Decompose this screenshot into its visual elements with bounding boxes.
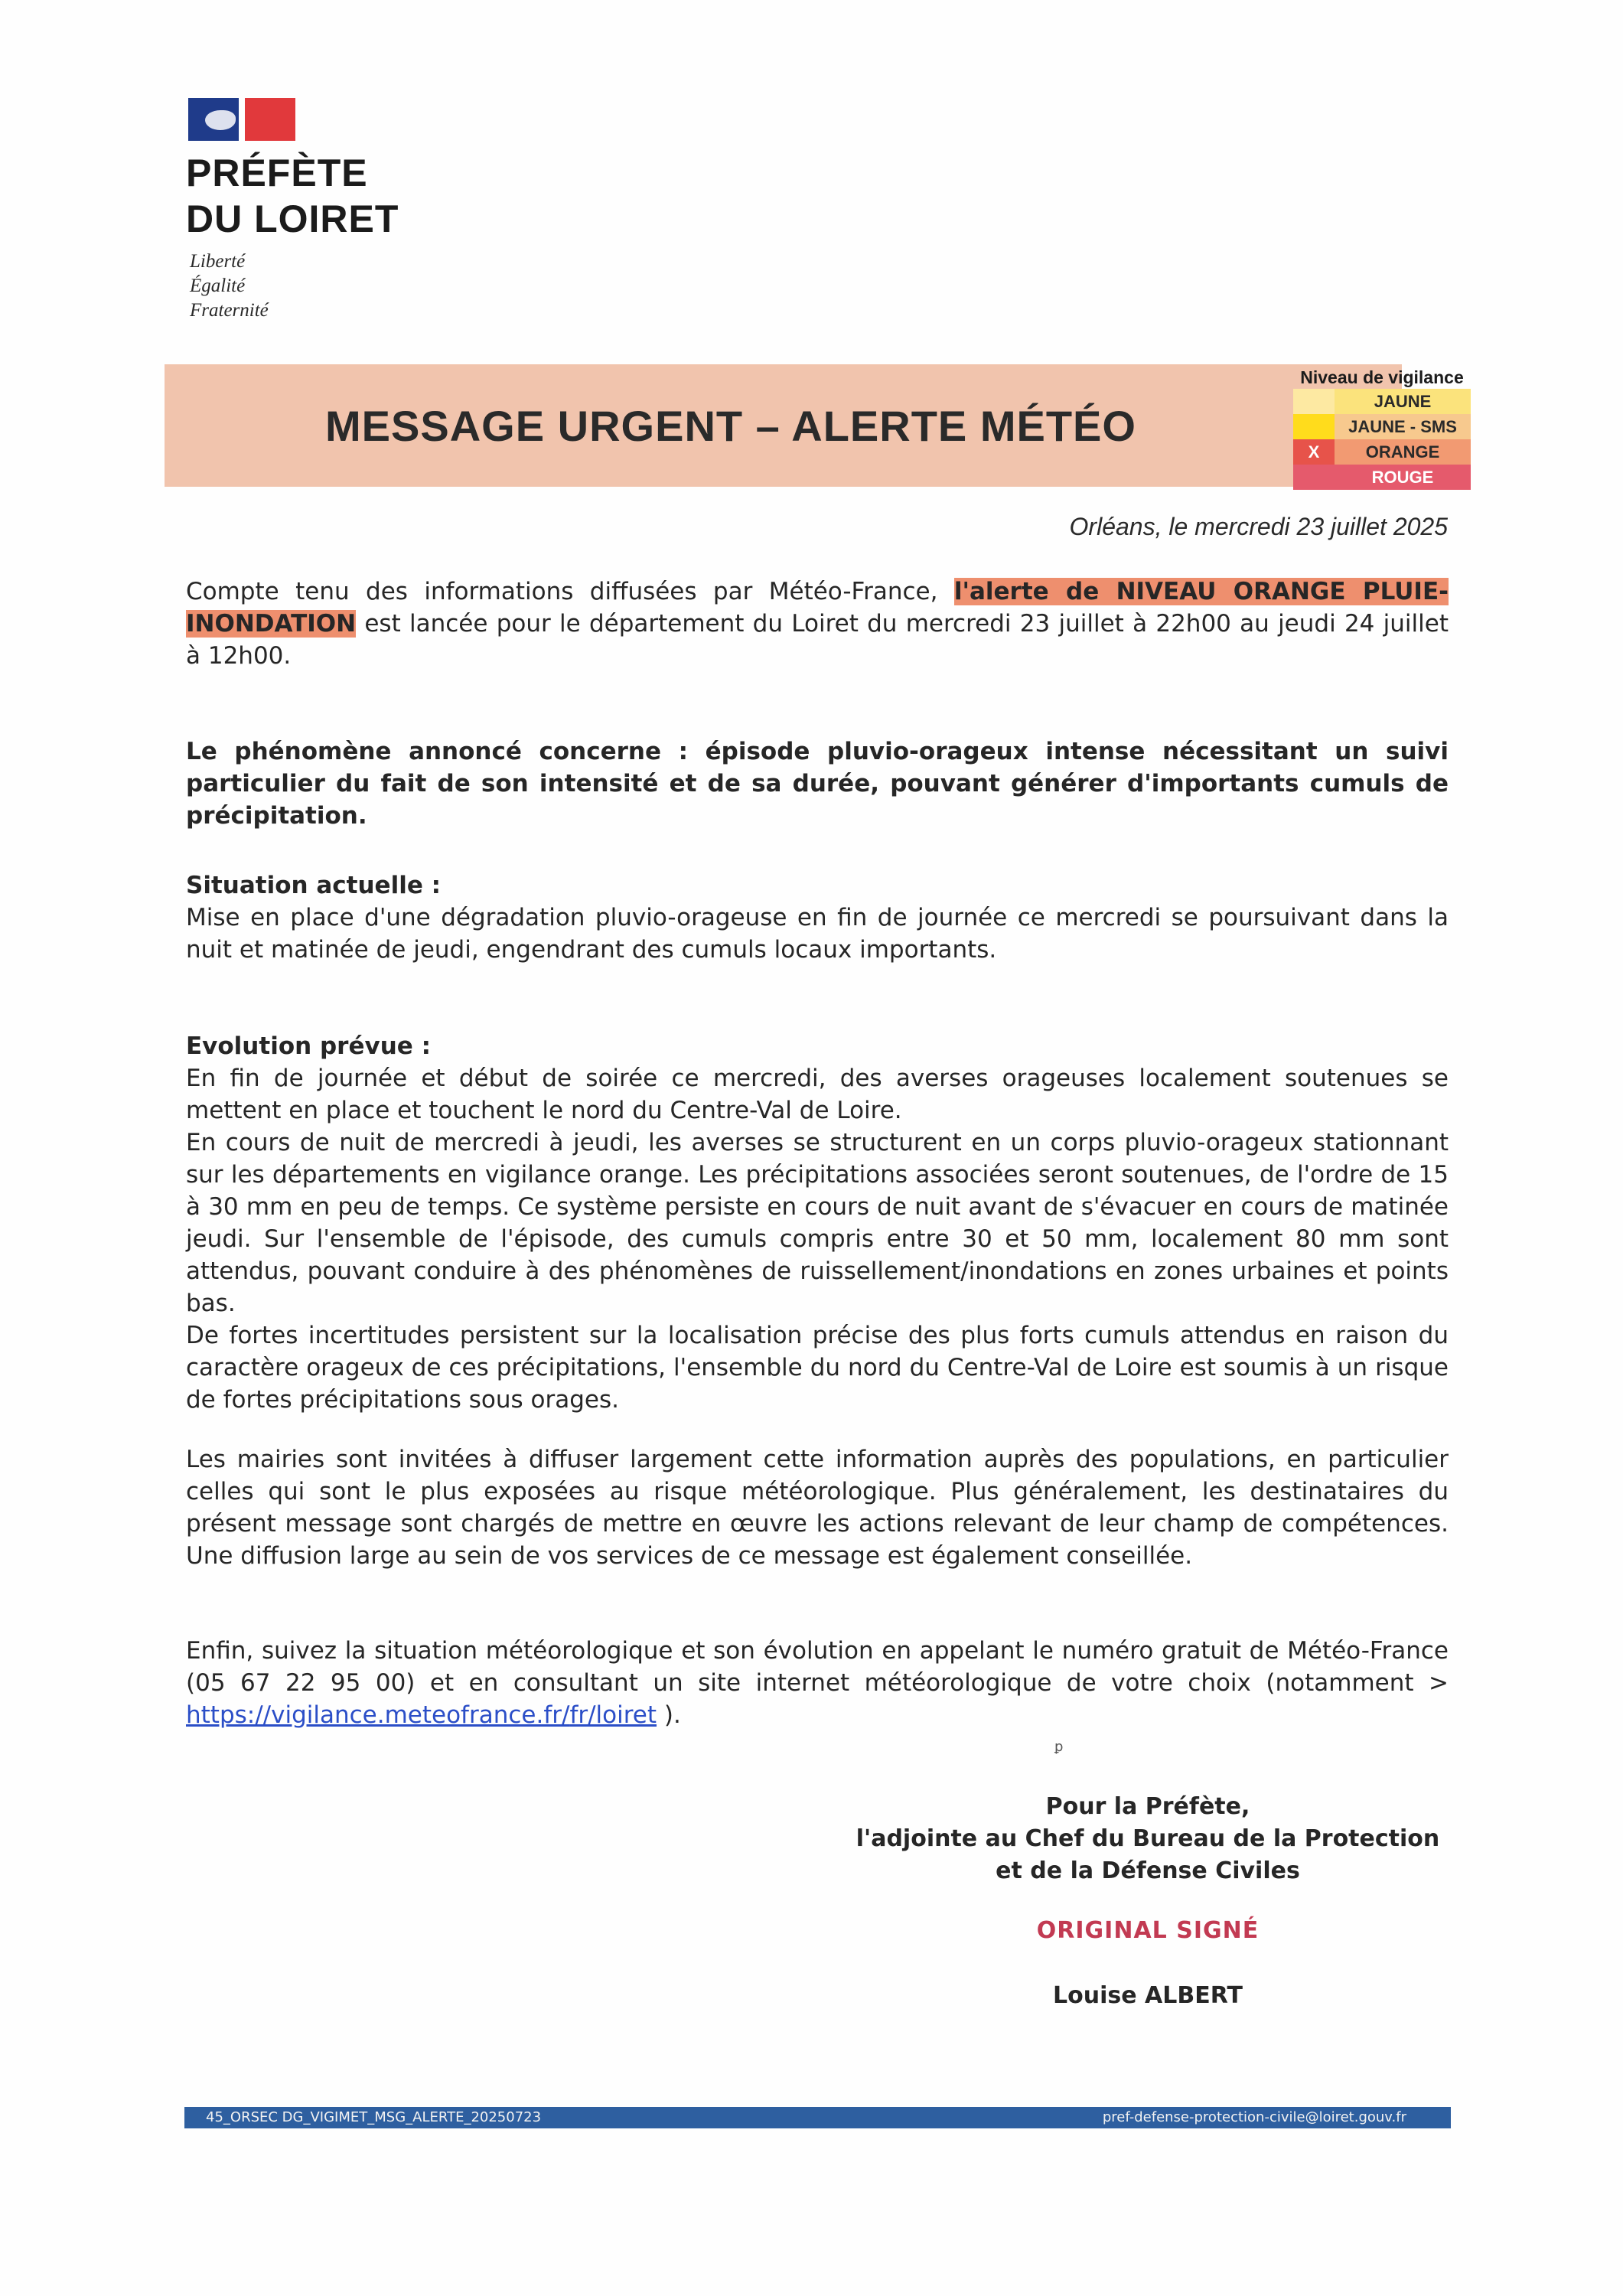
- vigilance-mark: [1293, 414, 1335, 439]
- signature-block: [765, 1791, 1530, 1887]
- alert-banner: [165, 364, 1402, 487]
- situation-section: [186, 869, 1449, 966]
- vigilance-level-table: [1293, 366, 1471, 490]
- phenomenon-paragraph: [186, 735, 1449, 832]
- vigilance-label: JAUNE: [1335, 389, 1471, 414]
- vigilance-mark: [1293, 465, 1335, 490]
- alert-highlight: l'alerte de NIVEAU ORANGE PLUIE-INONDATION: [186, 578, 1449, 638]
- prefecture-line-2: DU LOIRET: [186, 197, 399, 240]
- situation-title: Situation actuelle :: [186, 872, 442, 899]
- vigilance-row-jaune: [1293, 389, 1471, 414]
- signatory-name: Louise ALBERT: [1053, 1982, 1243, 2009]
- prefecture-line-1: PRÉFÈTE: [186, 152, 368, 194]
- vigilance-row-orange: [1293, 439, 1471, 465]
- scan-mark: ꝑ: [1054, 1739, 1064, 1755]
- footer-bar: [184, 2107, 1451, 2128]
- signature-line-2: l'adjointe au Chef du Bureau de la Protection: [855, 1825, 1440, 1852]
- evolution-paragraph-1: En fin de journée et début de soirée ce mercredi, des averses orageuses localement soutenues se mettent en place et touchent le nord du Centre-Val de Loire.: [186, 1065, 1449, 1124]
- vigilance-header: Niveau de vigilance: [1300, 367, 1464, 387]
- date-line: Orléans, le mercredi 23 juillet 2025: [1069, 513, 1448, 540]
- meteofrance-link-tail[interactable]: fr/loiret: [569, 1701, 657, 1729]
- signature-line-3: et de la Défense Civiles: [996, 1857, 1300, 1884]
- enfin-text: Enfin, suivez la situation météorologique et son évolution en appelant le numéro gratuit de Météo-France (05 67 22 95 00) et en consultant un site internet météorologique de votre choix (notamment >: [186, 1637, 1449, 1697]
- evolution-title: Evolution prévue :: [186, 1032, 431, 1060]
- intro-text: Compte tenu des informations diffusées par Météo-France,: [186, 578, 954, 605]
- vigilance-label: ORANGE: [1335, 439, 1471, 465]
- contact-email[interactable]: pref-defense-protection-civile@loiret.gouv.fr: [1102, 2109, 1406, 2125]
- document-reference: 45_ORSEC DG_VIGIMET_MSG_ALERTE_20250723: [206, 2109, 542, 2125]
- motto-egalite: Égalité: [190, 276, 246, 296]
- vigilance-mark: [1293, 389, 1335, 414]
- motto-liberte: Liberté: [190, 251, 246, 272]
- evolution-paragraph-2: En cours de nuit de mercredi à jeudi, les averses se structurent en un corps pluvio-orageux stationnant sur les départements en vigilance orange. Les précipitations associées seront soutenues, de l'ordre de 15 à 30 mm en peu de temps. Ce système persiste en cours de nuit avant de s'évacuer en cours de matinée jeudi. Sur l'ensemble de l'épisode, des cumuls compris entre 30 et 50 mm, localement 80 mm sont attendus, pouvant conduire à des phénomènes de ruissellement/inondations en zones urbaines et points bas.: [186, 1129, 1449, 1317]
- republic-motto: [190, 249, 269, 323]
- enfin-paragraph: [186, 1635, 1449, 1731]
- prefecture-name: [186, 150, 399, 242]
- vigilance-row-rouge: [1293, 465, 1471, 490]
- vigilance-label: ROUGE: [1335, 465, 1471, 490]
- banner-title: MESSAGE URGENT – ALERTE MÉTÉO: [325, 401, 1136, 450]
- mairies-text: Les mairies sont invitées à diffuser largement cette information auprès des populations, en particulier celles qui sont le plus exposées au risque météorologique. Plus généralement, les destinataires du présent message sont chargés de mettre en œuvre les actions relevant de leur champ de compétences. Une diffusion large au sein de vos services de ce message est également conseillée.: [186, 1446, 1449, 1570]
- mairies-paragraph: [186, 1443, 1449, 1572]
- signature-line-1: Pour la Préfète,: [1045, 1793, 1250, 1820]
- situation-text: Mise en place d'une dégradation pluvio-orageuse en fin de journée ce mercredi se poursuivant dans la nuit et matinée de jeudi, engendrant des cumuls locaux importants.: [186, 904, 1449, 964]
- marianne-profile-icon: [205, 110, 236, 130]
- evolution-section: [186, 1030, 1449, 1416]
- vigilance-mark-selected: X: [1293, 439, 1335, 465]
- intro-text-end: est lancée pour le département du Loiret du mercredi 23 juillet à 22h00 au jeudi 24 juillet à 12h00.: [186, 610, 1449, 670]
- vigilance-label: JAUNE - SMS: [1335, 414, 1471, 439]
- enfin-text-end: ).: [657, 1701, 681, 1729]
- marianne-flag-logo: [188, 98, 295, 141]
- motto-fraternite: Fraternité: [190, 300, 269, 321]
- phenomenon-text: Le phénomène annoncé concerne : épisode pluvio-orageux intense nécessitant un suivi particulier du fait de son intensité et de sa durée, pouvant générer d'importants cumuls de précipitation.: [186, 738, 1449, 830]
- evolution-paragraph-3: De fortes incertitudes persistent sur la localisation précise des plus forts cumuls attendus en raison du caractère orageux de ces précipitations, l'ensemble du nord du Centre-Val de Loire est soumis à un risque de fortes précipitations sous orages.: [186, 1322, 1449, 1414]
- original-signe-label: ORIGINAL SIGNÉ: [1036, 1917, 1260, 1944]
- meteofrance-link[interactable]: https://vigilance.meteofrance.fr/: [186, 1701, 570, 1729]
- intro-paragraph: [186, 576, 1449, 672]
- vigilance-row-jaune-sms: [1293, 414, 1471, 439]
